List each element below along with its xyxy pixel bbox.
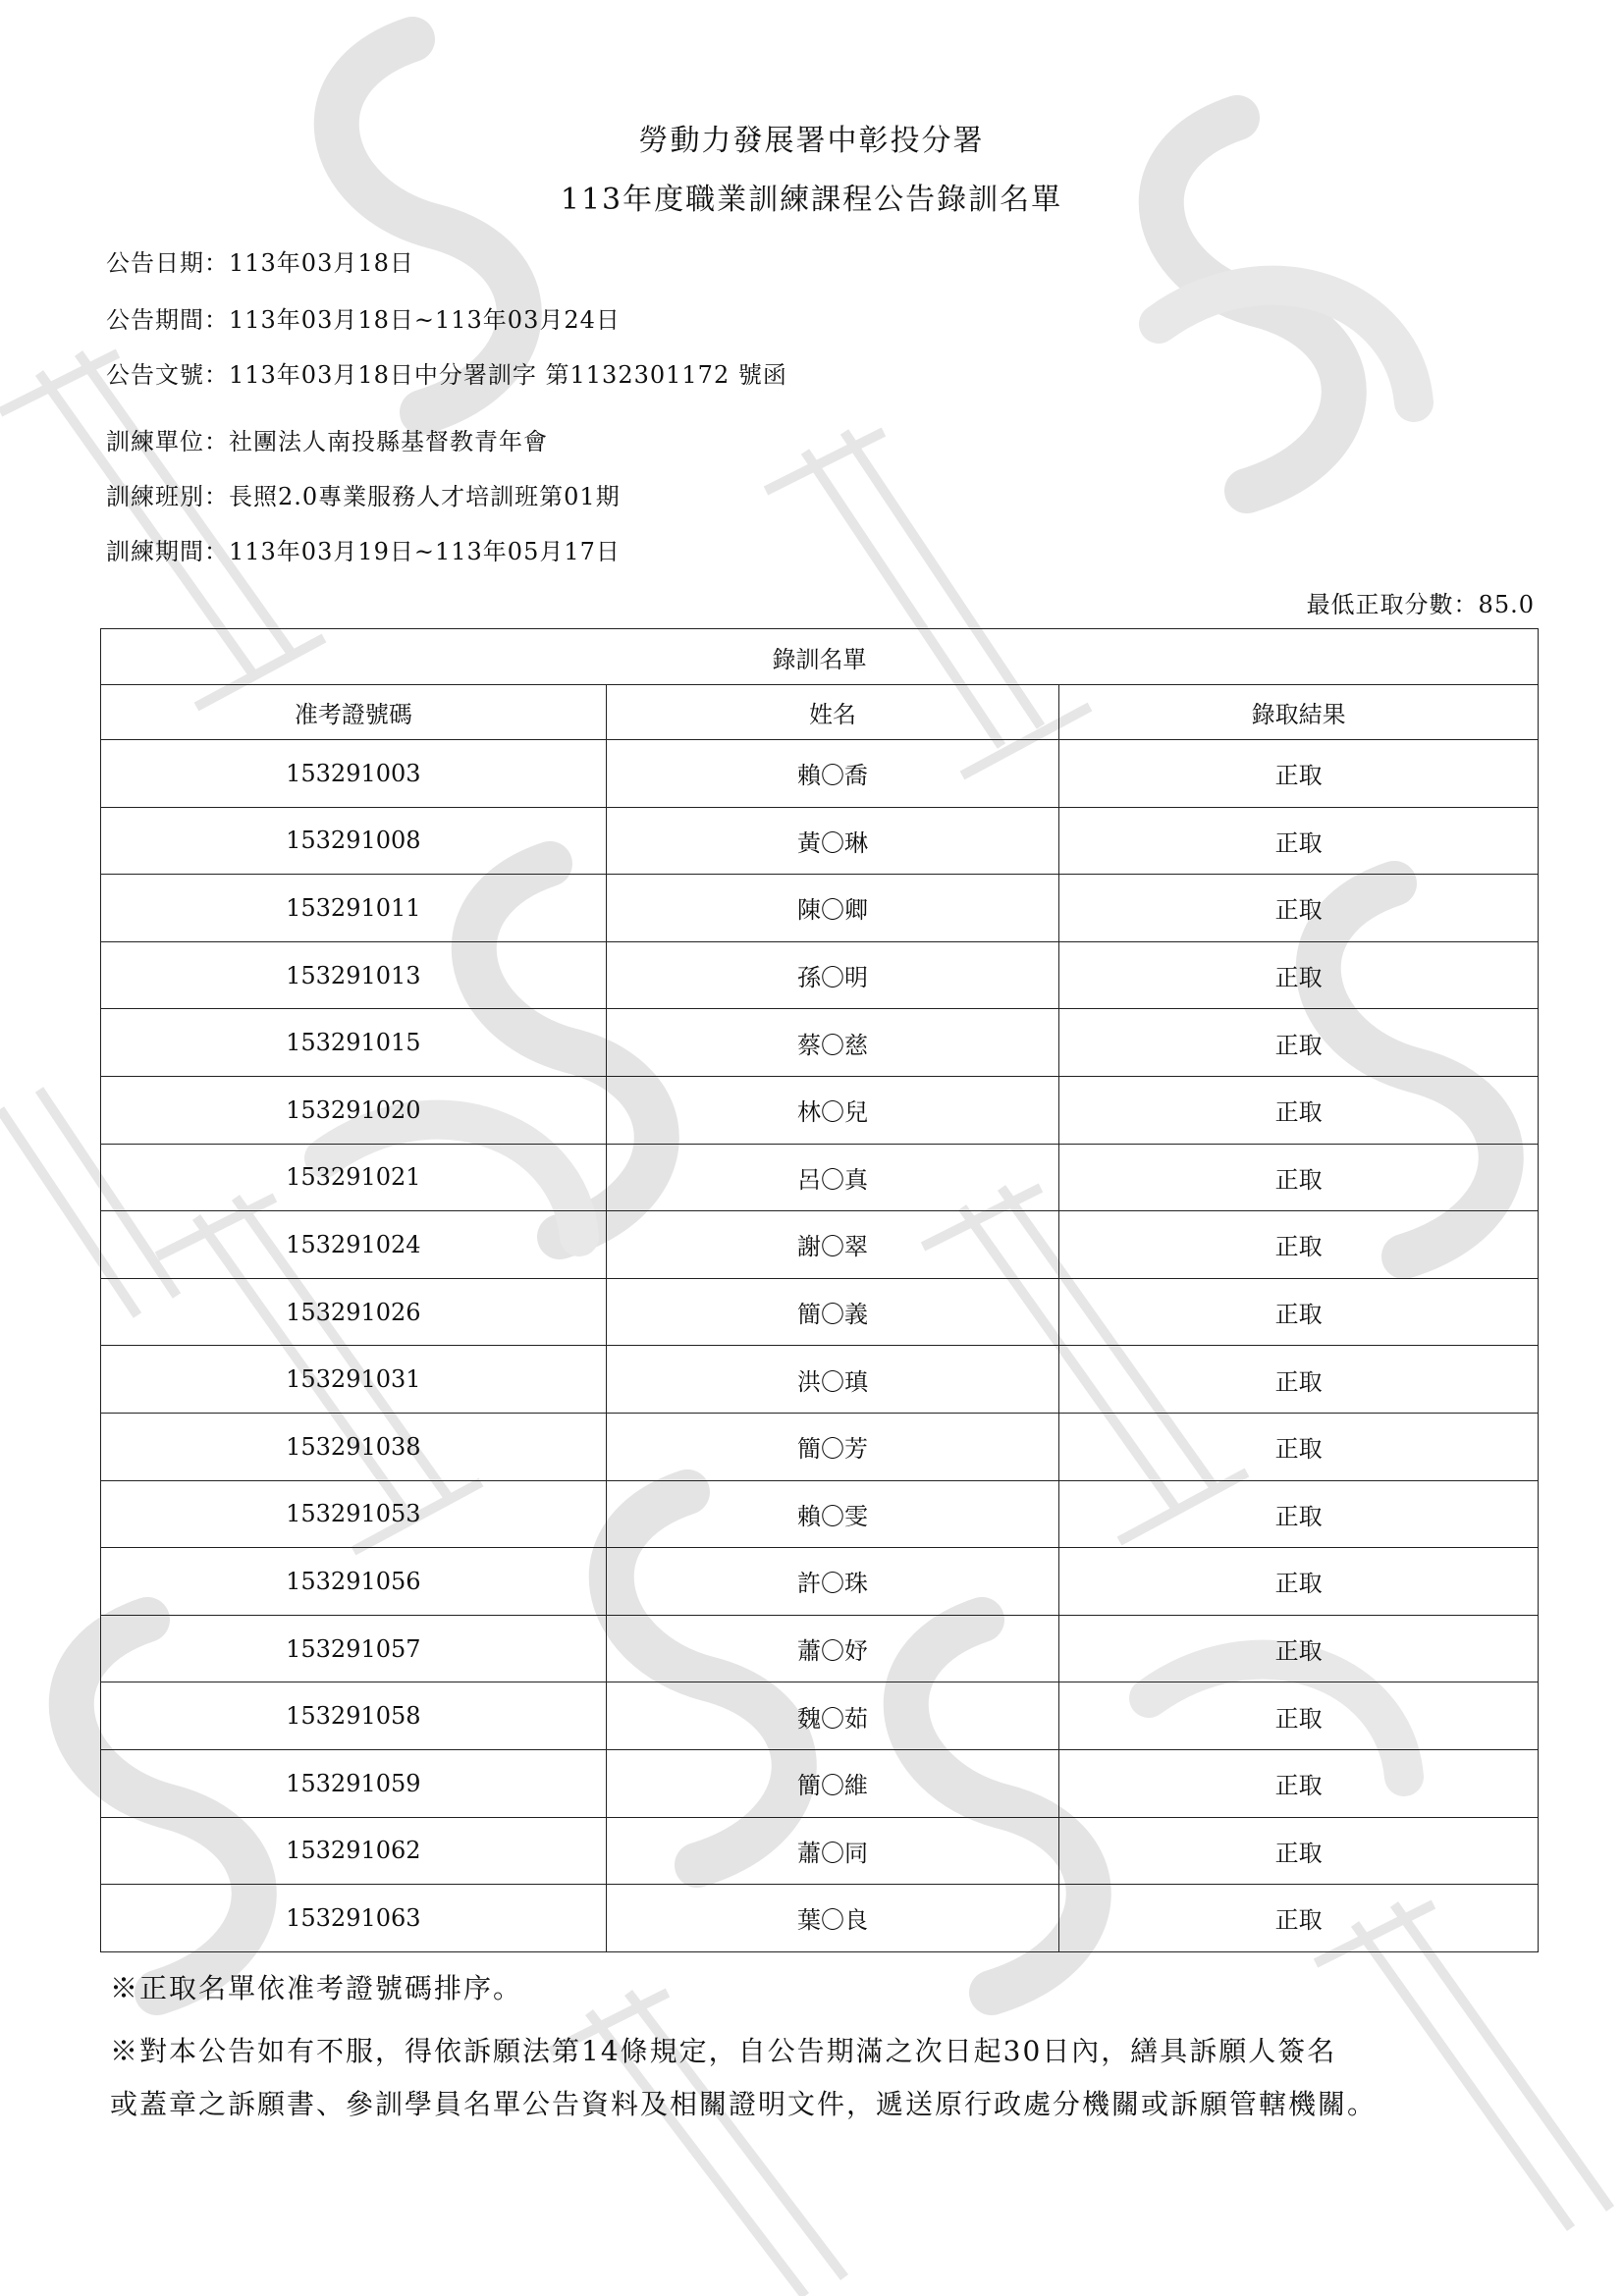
exam-id-cell: 153291026 [101, 1278, 607, 1346]
exam-id-cell: 153291062 [101, 1817, 607, 1885]
result-cell: 正取 [1059, 1749, 1539, 1817]
table-row [101, 1480, 1539, 1548]
name-cell: 賴〇雯 [606, 1480, 1059, 1548]
table-row [101, 807, 1539, 875]
result-cell: 正取 [1059, 1211, 1539, 1279]
table-row [101, 1885, 1539, 1952]
column-header-exam-id: 准考證號碼 [101, 685, 607, 740]
table-row [101, 1346, 1539, 1414]
table-row [101, 1682, 1539, 1750]
exam-id-cell: 153291063 [101, 1885, 607, 1952]
name-cell: 林〇兒 [606, 1076, 1059, 1144]
agency-title: 勞動力發展署中彰投分署 [638, 124, 985, 158]
table-row [101, 1413, 1539, 1480]
name-cell: 黃〇琳 [606, 807, 1059, 875]
exam-id-cell: 153291058 [101, 1682, 607, 1750]
exam-id-cell: 153291057 [101, 1615, 607, 1682]
training-unit: 訓練單位：社團法人南投縣基督教青年會 [106, 428, 548, 455]
table-row [101, 1548, 1539, 1616]
training-class: 訓練班別：長照2.0專業服務人才培訓班第01期 [106, 483, 621, 510]
result-cell: 正取 [1059, 875, 1539, 942]
result-cell: 正取 [1059, 1615, 1539, 1682]
page-title: 113年度職業訓練課程公告錄訓名單 [560, 183, 1063, 217]
doc-number: 公告文號：113年03月18日中分署訓字 第1132301172 號函 [106, 361, 787, 389]
min-score: 最低正取分數：85.0 [1306, 591, 1535, 618]
table-row [101, 1009, 1539, 1077]
result-cell: 正取 [1059, 1413, 1539, 1480]
exam-id-cell: 153291003 [101, 740, 607, 808]
result-cell: 正取 [1059, 1682, 1539, 1750]
column-header-result: 錄取結果 [1059, 685, 1539, 740]
appeal-note-line1: ※對本公告如有不服，得依訴願法第14條規定，自公告期滿之次日起30日內，繕具訴願人簽名 [110, 2035, 1337, 2067]
name-cell: 簡〇義 [606, 1278, 1059, 1346]
table-row [101, 1278, 1539, 1346]
table-row [101, 1211, 1539, 1279]
result-cell: 正取 [1059, 941, 1539, 1009]
table-body [101, 740, 1539, 1952]
name-cell: 葉〇良 [606, 1885, 1059, 1952]
exam-id-cell: 153291011 [101, 875, 607, 942]
announce-date: 公告日期：113年03月18日 [106, 249, 414, 277]
announce-period: 公告期間：113年03月18日~113年03月24日 [106, 306, 621, 334]
name-cell: 洪〇瑱 [606, 1346, 1059, 1414]
table-row [101, 1076, 1539, 1144]
result-cell: 正取 [1059, 807, 1539, 875]
table-row [101, 1817, 1539, 1885]
name-cell: 呂〇真 [606, 1144, 1059, 1211]
name-cell: 蔡〇慈 [606, 1009, 1059, 1077]
result-cell: 正取 [1059, 740, 1539, 808]
result-cell: 正取 [1059, 1144, 1539, 1211]
name-cell: 陳〇卿 [606, 875, 1059, 942]
result-cell: 正取 [1059, 1346, 1539, 1414]
table-row [101, 1144, 1539, 1211]
table-row [101, 1615, 1539, 1682]
sort-note: ※正取名單依准考證號碼排序。 [110, 1972, 523, 2004]
exam-id-cell: 153291038 [101, 1413, 607, 1480]
exam-id-cell: 153291021 [101, 1144, 607, 1211]
exam-id-cell: 153291020 [101, 1076, 607, 1144]
name-cell: 簡〇芳 [606, 1413, 1059, 1480]
table-row [101, 740, 1539, 808]
exam-id-cell: 153291056 [101, 1548, 607, 1616]
exam-id-cell: 153291031 [101, 1346, 607, 1414]
result-cell: 正取 [1059, 1009, 1539, 1077]
table-row [101, 1749, 1539, 1817]
result-cell: 正取 [1059, 1817, 1539, 1885]
name-cell: 魏〇茹 [606, 1682, 1059, 1750]
name-cell: 蕭〇同 [606, 1817, 1059, 1885]
appeal-note-line2: 或蓋章之訴願書、參訓學員名單公告資料及相關證明文件，遞送原行政處分機關或訴願管轄機關。 [110, 2088, 1378, 2120]
training-period: 訓練期間：113年03月19日~113年05月17日 [106, 538, 621, 565]
exam-id-cell: 153291015 [101, 1009, 607, 1077]
name-cell: 蕭〇妤 [606, 1615, 1059, 1682]
result-cell: 正取 [1059, 1076, 1539, 1144]
table-row [101, 875, 1539, 942]
name-cell: 謝〇翠 [606, 1211, 1059, 1279]
name-cell: 許〇珠 [606, 1548, 1059, 1616]
name-cell: 簡〇維 [606, 1749, 1059, 1817]
admission-table [100, 628, 1539, 1952]
column-header-name: 姓名 [606, 685, 1059, 740]
result-cell: 正取 [1059, 1278, 1539, 1346]
result-cell: 正取 [1059, 1885, 1539, 1952]
name-cell: 賴〇喬 [606, 740, 1059, 808]
exam-id-cell: 153291053 [101, 1480, 607, 1548]
table-row [101, 941, 1539, 1009]
exam-id-cell: 153291013 [101, 941, 607, 1009]
result-cell: 正取 [1059, 1480, 1539, 1548]
exam-id-cell: 153291008 [101, 807, 607, 875]
exam-id-cell: 153291059 [101, 1749, 607, 1817]
exam-id-cell: 153291024 [101, 1211, 607, 1279]
result-cell: 正取 [1059, 1548, 1539, 1616]
table-caption: 錄訓名單 [101, 629, 1539, 685]
name-cell: 孫〇明 [606, 941, 1059, 1009]
